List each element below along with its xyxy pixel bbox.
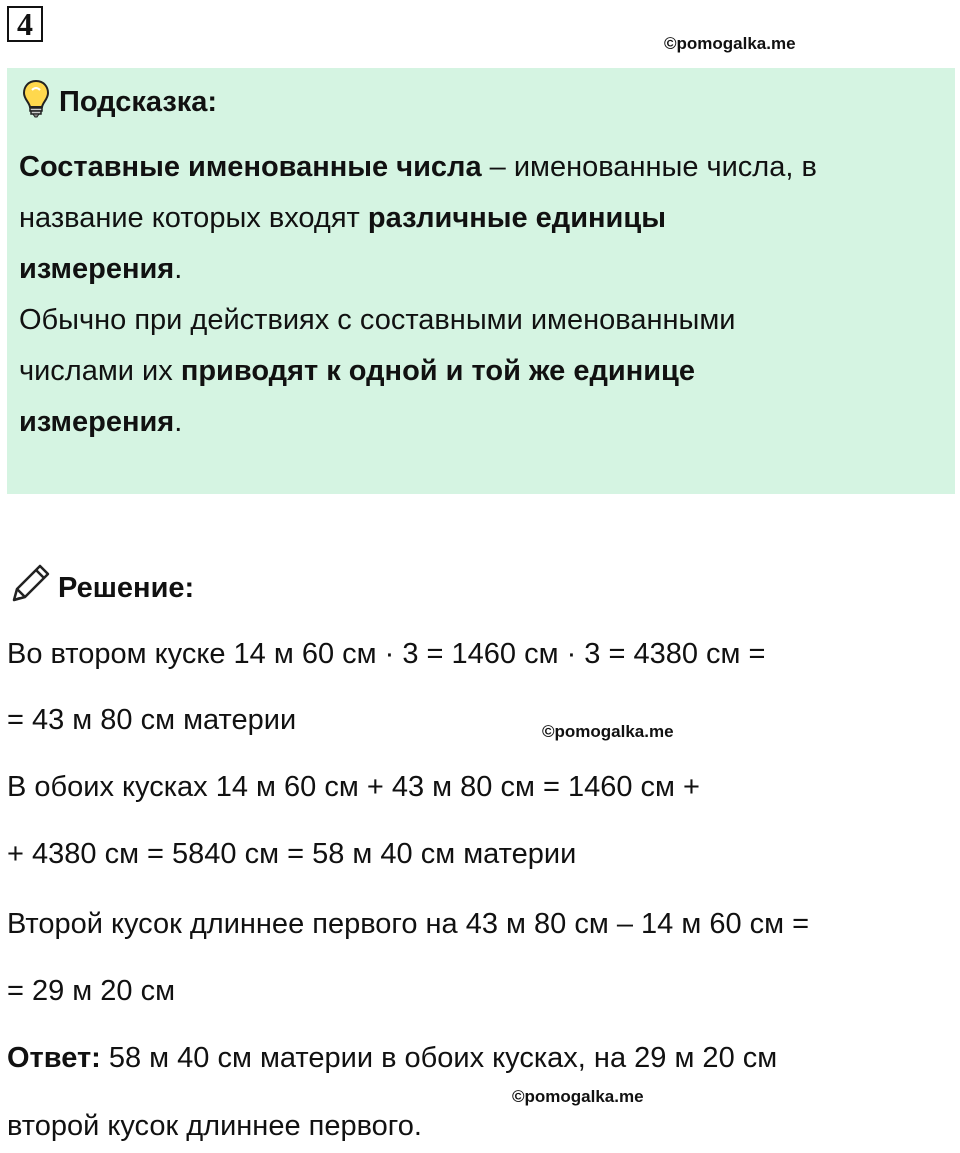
answer-label: Ответ: bbox=[7, 1042, 101, 1074]
solution-title bbox=[8, 566, 194, 610]
answer-line-2: второй кусок длиннее первого. bbox=[7, 1110, 422, 1142]
solution-line-1: Во втором куске 14 м 60 см · 3 = 1460 см · 3 = 4380 см = bbox=[7, 638, 766, 670]
pencil-icon bbox=[8, 562, 52, 614]
usual-1: Обычно при действиях с составными именованными bbox=[19, 304, 736, 336]
hint-box bbox=[7, 68, 955, 494]
solution-line-4: + 4380 см = 5840 см = 58 м 40 см материи bbox=[7, 838, 577, 870]
watermark-top: ©pomogalka.me bbox=[664, 34, 796, 53]
usual-bold-3: измерения bbox=[19, 406, 175, 438]
hint-title-text: Подсказка: bbox=[59, 85, 218, 118]
answer-text-1: 58 м 40 см материи в обоих кусках, на 29 м 20 см bbox=[100, 1042, 778, 1074]
watermark-middle: ©pomogalka.me bbox=[542, 722, 674, 741]
def-rest-2: название которых входят bbox=[19, 202, 368, 234]
hint-title bbox=[21, 82, 217, 122]
task-number: 4 bbox=[7, 6, 43, 42]
hint-text bbox=[19, 142, 939, 448]
def-end-3: . bbox=[174, 253, 183, 285]
solution-title-text: Решение: bbox=[58, 571, 195, 604]
lightbulb-icon bbox=[21, 78, 51, 126]
def-bold-2: различные единицы bbox=[367, 202, 666, 234]
usual-bold-2: приводят к одной и той же единице bbox=[180, 355, 695, 387]
def-bold-3: измерения bbox=[19, 253, 175, 285]
def-term: Составные именованные числа bbox=[19, 151, 482, 183]
usual-2: числами их bbox=[19, 355, 181, 387]
usual-end-3: . bbox=[174, 406, 183, 438]
solution-line-3: В обоих кусках 14 м 60 см + 43 м 80 см = 1460 см + bbox=[7, 771, 700, 803]
answer-line-1 bbox=[7, 1042, 777, 1075]
watermark-bottom: ©pomogalka.me bbox=[512, 1087, 644, 1106]
solution-line-5: Второй кусок длиннее первого на 43 м 80 см – 14 м 60 см = bbox=[7, 908, 810, 940]
solution-line-2: = 43 м 80 см материи bbox=[7, 704, 297, 736]
def-rest-1: – именованные числа, в bbox=[481, 151, 817, 183]
solution-line-6: = 29 м 20 см bbox=[7, 975, 176, 1007]
